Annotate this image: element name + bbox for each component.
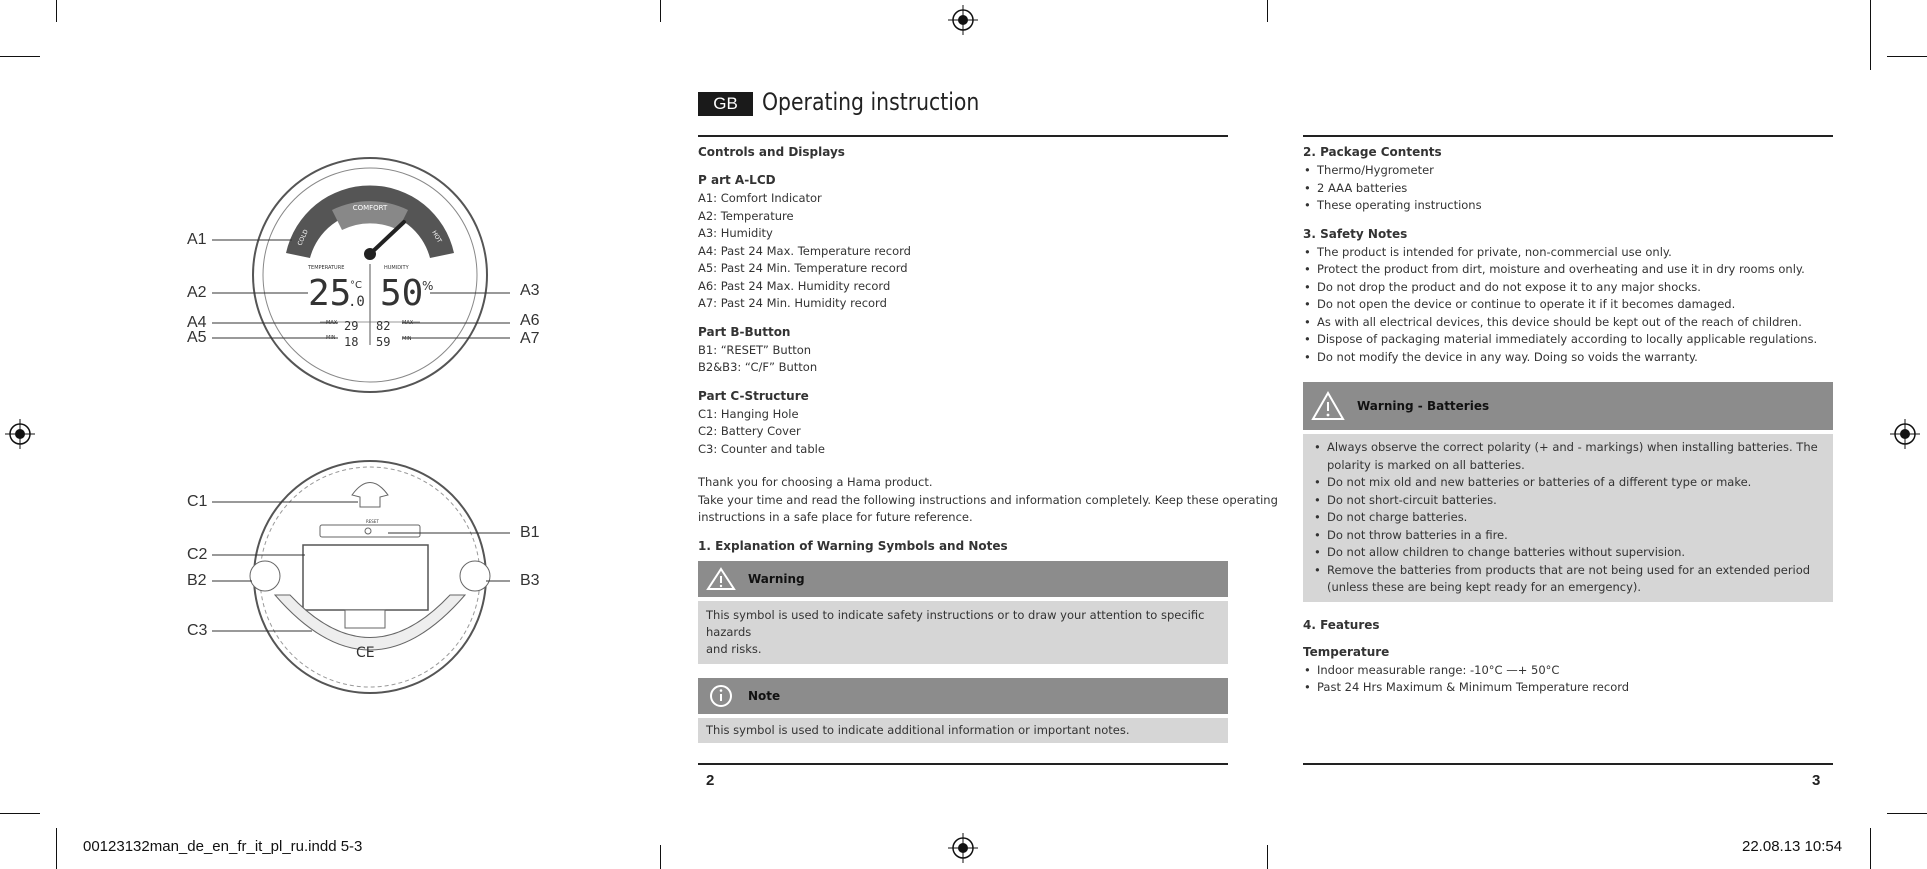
battery-warning-box xyxy=(1303,382,1833,602)
part-c-item: C2: Battery Cover xyxy=(698,424,801,438)
warning-box-header xyxy=(698,561,1228,597)
crop-mark xyxy=(0,56,40,57)
safety-item: • Do not drop the product and do not expose it to any major shocks. xyxy=(1303,279,1833,297)
temp-min-label: MIN xyxy=(326,335,336,341)
callout-b2: B2 xyxy=(187,572,207,589)
part-b-item: B1: “RESET” Button xyxy=(698,342,812,357)
page-number-right: 3 xyxy=(1812,772,1821,789)
callout-b3: B3 xyxy=(520,572,540,589)
hum-max-label: MAX xyxy=(402,320,414,326)
warning-text-line: and risks. xyxy=(706,641,762,656)
callout-a6: A6 xyxy=(520,312,540,329)
battery-item: • Do not charge batteries. xyxy=(1313,509,1823,527)
part-a-item: A2: Temperature xyxy=(698,208,794,223)
header-rule xyxy=(1303,135,1833,137)
crop-mark xyxy=(660,845,661,869)
battery-item: • Remove the batteries from products that are not being used for an extended period (unless these are being kept ready for an emergency). xyxy=(1313,562,1823,597)
part-a-item: A6: Past 24 Max. Humidity record xyxy=(698,278,891,293)
warning-box xyxy=(698,561,1228,664)
temp-min-value: 18 xyxy=(344,335,359,349)
intro-line: Thank you for choosing a Hama product. xyxy=(698,475,933,489)
crop-mark xyxy=(1267,0,1268,22)
safety-item: • Protect the product from dirt, moisture and overheating and use it in dry rooms only. xyxy=(1303,261,1833,279)
part-b-item: B2&B3: “C/F” Button xyxy=(698,360,818,374)
temperature-list xyxy=(1303,662,1833,697)
registration-mark-icon xyxy=(948,833,978,863)
device-back-diagram xyxy=(180,455,560,700)
safety-item: • Do not open the device or continue to operate it if it becomes damaged. xyxy=(1303,296,1833,314)
note-box-header xyxy=(698,678,1228,714)
part-a-heading: P art A-LCD xyxy=(698,173,776,187)
humidity-lcd-label: HUMIDITY xyxy=(384,265,409,271)
part-a-item: A3: Humidity xyxy=(698,226,773,240)
temperature-heading: Temperature xyxy=(1303,644,1390,659)
crop-mark xyxy=(1870,828,1871,869)
package-heading: 2. Package Contents xyxy=(1303,145,1442,159)
temp-max-value: 29 xyxy=(344,319,359,333)
left-page-content xyxy=(698,145,1278,743)
warning-text-line: This symbol is used to indicate safety instructions or to draw your attention to specific hazards xyxy=(706,607,1205,639)
registration-mark-icon xyxy=(1890,419,1920,449)
callout-a1: A1 xyxy=(187,231,207,248)
battery-warning-title: Warning - Batteries xyxy=(1357,399,1490,413)
package-item: • 2 AAA batteries xyxy=(1303,180,1833,198)
battery-warning-header xyxy=(1303,382,1833,430)
warning-title: Warning xyxy=(748,571,805,586)
crop-mark xyxy=(0,813,40,814)
right-page-content xyxy=(1303,145,1833,697)
package-item: • These operating instructions xyxy=(1303,197,1833,215)
package-item: • Thermo/Hygrometer xyxy=(1303,162,1833,180)
temperature-decimal: .0 xyxy=(348,294,365,310)
crop-mark xyxy=(1887,56,1927,57)
features-heading: 4. Features xyxy=(1303,617,1380,632)
warning-triangle-icon xyxy=(1311,391,1345,421)
hot-label: HOT xyxy=(430,229,443,245)
callout-b1: B1 xyxy=(520,524,540,541)
crop-mark xyxy=(56,828,57,869)
warning-box-body xyxy=(698,601,1228,664)
temperature-item: • Indoor measurable range: -10°C —+ 50°C xyxy=(1303,662,1833,680)
footer-rule xyxy=(698,763,1228,765)
section1-heading: 1. Explanation of Warning Symbols and Notes xyxy=(698,538,1008,553)
part-a-item: A1: Comfort Indicator xyxy=(698,191,822,205)
crop-mark xyxy=(1267,845,1268,869)
part-c-heading: Part C-Structure xyxy=(698,388,809,403)
note-title: Note xyxy=(748,688,781,703)
safety-item: • As with all electrical devices, this device should be kept out of the reach of children. xyxy=(1303,314,1833,332)
package-list xyxy=(1303,162,1833,215)
safety-item: • Do not modify the device in any way. Doing so voids the warranty. xyxy=(1303,349,1833,367)
reset-label: RESET xyxy=(366,519,379,524)
hum-min-value: 59 xyxy=(376,335,391,349)
callout-a3: A3 xyxy=(520,282,540,299)
callout-c1: C1 xyxy=(187,493,208,510)
battery-item: • Do not short-circuit batteries. xyxy=(1313,492,1823,510)
crop-mark xyxy=(56,0,57,22)
humidity-unit: % xyxy=(422,279,434,293)
footer-rule xyxy=(1303,763,1833,765)
hum-min-label: MIN xyxy=(402,336,412,342)
note-box-body: This symbol is used to indicate additional information or important notes. xyxy=(698,718,1228,743)
battery-item: • Always observe the correct polarity (+ and - markings) when installing batteries. The polarity is marked on all batteries. xyxy=(1313,439,1823,474)
part-a-item: A4: Past 24 Max. Temperature record xyxy=(698,243,911,258)
page-number-left: 2 xyxy=(706,772,715,789)
intro-line: instructions in a safe place for future reference. xyxy=(698,510,973,524)
callout-c2: C2 xyxy=(187,546,208,563)
temperature-digits: 25 xyxy=(308,273,352,314)
callout-c3: C3 xyxy=(187,622,208,639)
comfort-label: COMFORT xyxy=(352,204,388,212)
temperature-unit: °C xyxy=(350,280,362,291)
registration-mark-icon xyxy=(948,5,978,35)
callout-a2: A2 xyxy=(187,284,207,301)
intro-line: Take your time and read the following instructions and information completely. Keep these operating xyxy=(698,492,1278,507)
part-c-item: C1: Hanging Hole xyxy=(698,406,799,421)
part-a-item: A7: Past 24 Min. Humidity record xyxy=(698,296,887,310)
crop-mark xyxy=(660,0,661,22)
safety-list xyxy=(1303,244,1833,367)
part-a-item: A5: Past 24 Min. Temperature record xyxy=(698,261,908,275)
crop-mark xyxy=(1870,0,1871,70)
temperature-lcd-label: TEMPERATURE xyxy=(308,265,345,271)
language-tag: GB xyxy=(698,92,753,116)
humidity-digits: 50 xyxy=(380,273,424,314)
battery-item: • Do not throw batteries in a fire. xyxy=(1313,527,1823,545)
cold-label: COLD xyxy=(296,228,310,247)
slug-filename: 00123132man_de_en_fr_it_pl_ru.indd 5-3 xyxy=(83,838,363,855)
callout-a5: A5 xyxy=(187,329,207,346)
battery-item: • Do not allow children to change batteries without supervision. xyxy=(1313,544,1823,562)
safety-heading: 3. Safety Notes xyxy=(1303,226,1408,241)
battery-warning-body xyxy=(1303,434,1833,602)
header-rule xyxy=(698,135,1228,137)
info-icon xyxy=(706,684,736,708)
callout-a7: A7 xyxy=(520,330,540,347)
temp-max-label: MAX xyxy=(326,320,338,326)
controls-heading: Controls and Displays xyxy=(698,145,845,159)
slug-datetime: 22.08.13 10:54 xyxy=(1742,838,1843,855)
page-title: Operating instruction xyxy=(762,88,980,116)
safety-item: • The product is intended for private, non-commercial use only. xyxy=(1303,244,1833,262)
intro-text xyxy=(698,474,1278,527)
registration-mark-icon xyxy=(5,419,35,449)
warning-triangle-icon xyxy=(706,567,736,591)
ce-mark: CE xyxy=(356,645,375,661)
device-front-diagram xyxy=(180,150,560,400)
battery-list xyxy=(1313,439,1823,597)
callout-a4: A4 xyxy=(187,314,207,331)
crop-mark xyxy=(1887,813,1927,814)
part-a-list xyxy=(698,190,1228,313)
part-b-heading: Part B-Button xyxy=(698,324,791,339)
temperature-item: • Past 24 Hrs Maximum & Minimum Temperature record xyxy=(1303,679,1833,697)
safety-item: • Dispose of packaging material immediately according to locally applicable regulations. xyxy=(1303,331,1833,349)
hum-max-value: 82 xyxy=(376,319,391,333)
part-b-list xyxy=(698,342,1228,377)
battery-item: • Do not mix old and new batteries or batteries of a different type or make. xyxy=(1313,474,1823,492)
part-c-list xyxy=(698,406,1228,459)
part-c-item: C3: Counter and table xyxy=(698,441,825,456)
note-box xyxy=(698,678,1228,743)
